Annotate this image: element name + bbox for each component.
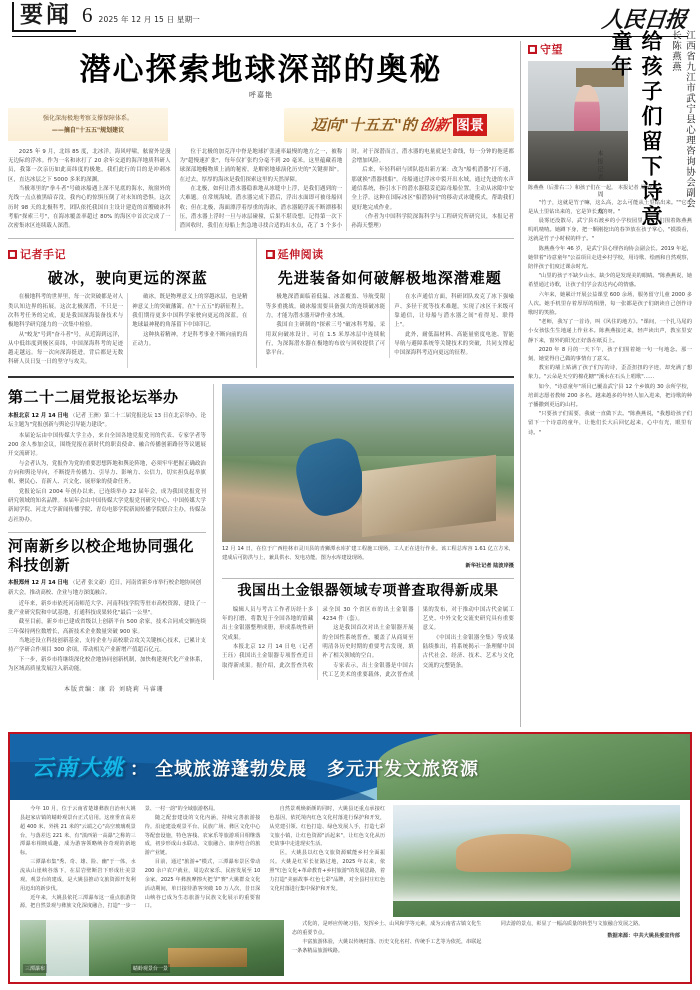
subsection-paragraph: 这种执着精神，才是科考事业不断向前的真正动力。: [132, 331, 248, 347]
supplement-photo-caption-2: 蜻蛉观景台一景: [132, 966, 168, 972]
supplement-paragraph: 今年 10 月，位于云南省楚雄彝族自治州大姚县赵家店镇的蜻蛉观景台正式启用。这座垂直高差超 400 米、外挑 21 米的"云端之心"高空玻璃观景台，与落差达 221 米、有"滇西第一高瀑"之称的三潭瀑布相映成趣，成为游客领略峡谷奇观的新地标。: [20, 806, 136, 857]
article-paragraph: 当地还设立科技创新基金，支持企业与高校联合攻关关键核心技术，已累计支持产学研合作项目 300 余项，带动相关产业新增产值超百亿元。: [8, 637, 206, 654]
photo-dam-shape: [362, 455, 496, 538]
photo-mist-shape: [393, 872, 680, 901]
article-paragraph: 本届论坛由中国传媒大学主办，来自全国各地党报党刊的代表、专家学者等 200 余人参加会议，围绕党报在新时代的职责使命、融合传播创新路径等议题展开交流研讨。: [8, 432, 206, 458]
article-paragraph: 截至目前，新乡市已建成省级以上创新平台 500 余家，技术合同成交额连续三年保持两位数增长，高新技术企业数量突破 900 家。: [8, 619, 206, 635]
photo-caption: [222, 542, 514, 572]
feature-paragraph: 2020 年 8 月的一天下午，孩子们围着她一句一句地念。那一刻，她觉得自己做的事情有了意义。: [528, 346, 692, 363]
section-label-further-reading: [266, 246, 514, 262]
series-banner-part1: 迈向"十五五"的: [311, 116, 417, 135]
feature-paragraph: "山里的孩子不缺少山水，缺少的是发现美的眼睛。"陈燕燕说，她希望通过诗歌，让孩子们学会表达内心的情感。: [528, 273, 692, 289]
supplement-title: [32, 751, 479, 782]
article-paragraph: 近年来，新乡市依托河南师范大学、河南科技学院等驻市高校资源，建设了一批产业研究院和中试基地，打通科技成果转化"最后一公里"。: [8, 600, 206, 617]
bottom-supplement-section: [8, 732, 692, 984]
supplement-lower-body: [10, 920, 690, 982]
supplement-text-columns: [20, 805, 385, 920]
subsection-body: [8, 293, 248, 367]
page-number: 6: [82, 3, 93, 27]
policy-quote-text: 强化深海极地考察支撑保障体系。: [42, 115, 133, 123]
section-label-text: 延伸阅读: [277, 248, 324, 262]
supplement-paragraph: 目前，通过"旅游+"模式，三潭瀑布景区带动 200 余户农户就业，周边农家乐、民宿发展至 10 余家。2025 年彝族摩擦火把节"赛"大姚群众文化活动期间，单日接待游客突破 10 万人次，昔日深山峡谷已成为生态旅游与民族文化展示的重要窗口。: [144, 859, 261, 910]
subsection-paragraph: 破冰，既是物理意义上的穿越冰层，也是精神意义上的突破藩篱。在"十五五"的新征程上，我们期待更多中国科学家驶向更远的深蓝，在地球最神秘的角落留下中国印记。: [132, 294, 248, 329]
subsection-paragraph: 在极地科考的世界里，每一次突破都是对人类认知边界的拓展。这次北极深潜，不只是一次科考任务的完成，更是我国深海装备技术与极地科学研究能力的一次集中检验。: [8, 294, 124, 329]
dateline: [8, 412, 206, 430]
supplement-upper-body: [10, 800, 690, 920]
article-paragraph: 下一步，新乡市将继续深化校企地协同创新机制，加快构建现代化产业体系，为区域高质量发展注入新动能。: [8, 656, 206, 672]
series-banner-part2: 创新: [418, 116, 452, 135]
mid-left-articles: [8, 384, 214, 680]
section-mark-icon: ■: [529, 44, 536, 53]
supplement-data-source: 数据来源：中共大姚县委宣传部: [607, 932, 680, 939]
lead-paragraph: 当极寒里的"拳斗者"号破冰船遇上深不见底的海水，航窗外的光线一点点被黑暗吞没，我内心的惊惧压倒了对未知的恐惧。这次历时 98 天的北极科考，团队依托我国自主设计建造的首艘破冰科考船"探索三号"，在海冰覆盖率超过 80% 的海区中首次完成了一次密集冰区连续载人深潜。: [8, 185, 171, 230]
photo-pavilion-shape: [168, 948, 247, 967]
feature-paragraph: 教室的墙上贴满了孩子们写的诗，歪歪扭扭的字迹，却充满了想象力。"云朵是天空的棉花糖""溪水在石头上唱歌"……: [528, 365, 692, 381]
section-label-text: 记者手记: [20, 248, 66, 262]
lead-byline: 呼嘉艳: [249, 90, 273, 99]
subsection-paragraph: 从"蛟龙"号到"奋斗者"号，从近海到远洋，从中低纬度到极区高纬，中国深海科考的足迹越走越远。每一次向深海挺进，背后都是无数科研人员日复一日的坚守与攻关。: [8, 331, 124, 366]
subsection-further-reading: [266, 239, 514, 367]
main-content-grid: [8, 30, 695, 727]
feature-paragraph: "竹子，这就是竹子嘛，这么高，怎么可能从土里钻出来。""它不是从土里钻出来的，它是笋长大的呀。": [528, 199, 692, 215]
series-banner-logo: [284, 108, 514, 142]
subsection-paragraph: 极地深潜面临着低温、冰盖覆盖、导航受限等多重挑战。破冰船需要具备强大的连续破冰能力，才能为潜水器开辟作业水域。: [265, 294, 386, 319]
dateline-prefix: 本报北京 12 月 14 日电: [8, 412, 69, 419]
lead-paragraph: 在北极，如何让潜水器稳准地从冰缝中上浮，是我们遇到的一大难题。在常规海域，潜水器完成下潜后，浮出水面即可被母船回收；但在北极，海面漂浮着厚重的海冰，潜水器随浮流不断漂移积压，潜水器上浮时一旦与冰层碰撞，后果不堪设想。记得第一次下潜回收时，我们在母船上焦急地寻找合适的出水点，花了 3 个多小时。对于深潜而言，潜水器的电量就是生命线，每一分钟的拖延都会增加风险。: [179, 148, 514, 230]
masthead-left: [12, 2, 200, 32]
lead-body-text: [8, 148, 514, 232]
editor-credit: 本版责编：康 岩 刘晓莉 马睿珊: [64, 686, 164, 694]
nameplate-logo: 人民日报: [600, 7, 688, 32]
left-content-column: [8, 41, 520, 727]
mid-right-column: [222, 384, 514, 680]
article-paragraph: 与会者认为，党报作为党的重要思想阵地和舆论阵地，必须牢牢把握正确政治方向和舆论导向，不断提升传播力、引导力、影响力、公信力，切实担负起举旗帜、聚民心、育新人、兴文化、展形象的使命任务。: [8, 460, 206, 486]
lead-deck-row: [8, 106, 514, 148]
article-headline-xinxiang: 河南新乡以校企地协同强化科技创新: [8, 536, 195, 574]
supplement-photo-caption-1: 三潭瀑布: [25, 966, 46, 972]
dateline-rest: （记者 王洲）第二十二届党报论坛 13 日在北京举办，论坛主题为"党报创新与舆论引导能力建设"。: [8, 412, 206, 428]
supplement-title-line1: 全域旅游蓬勃发展: [155, 759, 308, 780]
supplement-paragraph: 近年来，大姚县依托三潭瀑布这一重点旅游资源，把自然景观与彝族文化深度融合，打造"一步一景、一村一韵"的全域旅游格局。: [20, 806, 219, 910]
vertical-headline: 给孩子们留下诗意童年: [609, 30, 663, 230]
feature-paragraph: "老师，我写了一首诗，叫《风住的地方》。"课间，一个扎马尾的小女孩怯生生地递上作业本。陈燕燕接过来，轻声读出声，教室里安静下来，窗外的阳光正好落在纸页上。: [528, 319, 692, 344]
vertical-headline-block: [595, 30, 696, 235]
lead-headline: 潜心探索地球深部的奥秘: [79, 52, 443, 88]
supplement-paragraph: 同去游的景点，彰显了一幅高质量的转型与文旅融合发展之路。: [500, 921, 644, 927]
article-paragraph: 本报北京 12 月 14 日电（记者 王珏）我国出土金银器专项普查近日取得新成果。据介绍，此次普查共收录全国 30 个省区市的出土金银器 4234 件（套）。: [222, 606, 414, 669]
subsection-paragraph: 我国自主研制的"探索三号"破冰科考船，采用双向破冰设计，可在 1.5 米厚冰层中连续航行，为深海潜水器在极地的布放与回收提供了可靠平台。: [265, 322, 386, 357]
supplement-paragraph: 自然景观焕新颜的同时，大姚县还重点承接红色基因，依托境内红色文化村落进行保护和开发，从党建引领、红色打造、绿色发展人手，打造七彩文旅小镇，让红色资源"活起来"，让红色文化从历史故事中走进现实生活。: [269, 806, 386, 848]
article-paragraph: 《中国出土金银器全集》等成果陆续推出，将系统揭示一条理解中国古代社会、经济、技术、艺术与文化交流的完整链条。: [422, 634, 514, 669]
lead-paragraph: 位于北极的加克洋中脊是地球扩张速率最慢的地方之一，被称为"超慢速扩张"，每年仅扩张约分毫不到 20 毫米。这里蕴藏着地球深部地幔物质上涌的秘密，是解密地球演化历史的"关键拼图"。在过去，厚厚的海冰是我们探索这里的天然屏障。: [179, 148, 343, 183]
supplement-paragraph: 丰富旅游体验，大姚以传统村落、历史文化名村、传统手工艺等为依托，串联起一条条精品旅游线路。: [292, 938, 482, 954]
photo-waterfall-shape: [46, 920, 88, 976]
lead-paragraph: 2025 年 9 月，北纬 85 度，北冰洋。海风呼啸，舷窗外是漫无边际的浮冰。作为一名和冰打了 20 余年交道的海洋地质科研人员，我第一次亲历如此高纬度的极地，我们此行的目的是冲刺冰区，直达冰层之下 5000 多米的深渊。: [8, 148, 171, 183]
photo-mesa-shape: [456, 834, 571, 872]
dateline-prefix: 本报郑州 12 月 14 日电: [8, 580, 69, 587]
supplement-paragraph: 式化的，是呼应传统习俗，发挥乡土、山风和学等元素，成为云南省古镇文化生态的重要节点。: [292, 921, 482, 936]
supplement-title-place: 云南大姚: [32, 756, 125, 781]
subsection-headline: 破冰，驶向更远的深蓝: [47, 271, 208, 288]
kicker-label: 守望: [540, 43, 563, 56]
article-headline-party-forum: 第二十二届党报论坛举办: [8, 387, 179, 406]
policy-quote-source: ——摘自"十五五"规划建议: [51, 126, 125, 134]
subsection-body: [266, 293, 514, 358]
article-body-xinxiang: [8, 600, 206, 674]
supplement-paragraph: 三潭瀑布集"秀、奇、雄、险、幽"于一体，水流从山崖峡谷落下，在层岩壁断岩下形成壮美景观。观景台的建成，是大姚县推动文旅资源开发利用迈出的新步伐。: [20, 859, 136, 892]
section-mark-icon: ■: [9, 249, 16, 258]
vertical-subtitle: 江西省九江市武宁县心理咨询协会副会长陈燕燕: [670, 30, 695, 209]
subsections-row: [8, 239, 514, 367]
section-name: 要闻: [12, 2, 76, 32]
feature-paragraph: 晨雾还没散尽，武宁县石渡乡的小学校园里，孩子们围着陈燕燕叽叽喳喳。她蹲下身，把一颗刚挖出的春笋放在孩子掌心，"摸摸看，这就是竹子小时候的样子。": [528, 217, 692, 243]
article-body-party-forum: [8, 432, 206, 525]
vertical-byline: 本报记者 周 欢: [596, 150, 603, 216]
supplement-paragraph: 区，大姚县以红色文旅资源赋能乡村全面振兴。大姚是红军长征路过地，2025 年以来，依照"红色文化+革命教育+乡村旅游"的发展思路，着力打造"美丽故事·红色七彩"品牌，对全县村庄红色文化村落进行集中保护和开发。: [269, 850, 386, 892]
lead-paragraph: （作者为中国科学院深海科学与工程研究所研究员，本报记者孙海天整理）: [351, 213, 514, 230]
masthead: [8, 0, 692, 34]
subsection-paragraph: 在水声通信方面，科研团队攻克了冰下强噪声、多径干扰等技术难题，实现了冰区千米级可靠通信，让母船与潜水器之间"看得见、联得上"。: [394, 294, 514, 329]
supplement-lower-columns: [292, 920, 680, 976]
feature-paragraph: "只要孩子们需要，我就一直做下去。"陈燕燕说，"我想给孩子们留下一个诗意的童年，让他们长大后回忆起来，心中有光，眼里有诗。": [528, 411, 692, 436]
feature-paragraph: 陈燕燕今年 46 岁，是武宁县心理咨询协会副会长。2019 年起，她带着"诗意童年"公益项目走进乡村学校，用诗歌、绘画和自然观察，陪伴孩子们度过课余时光。: [528, 245, 692, 270]
supplement-title-line2: 多元开发文旅资源: [327, 759, 480, 780]
supplement-title-colon: ：: [130, 759, 150, 780]
photo-credit: 新华社记者 陆波岸摄: [465, 563, 514, 570]
subsection-reporter-notes: [8, 239, 257, 367]
series-banner-part3: 图景: [453, 114, 487, 136]
dateline-rest: （记者 张文豪）近日，河南省新乡市举行校企地协同创新大会，推动高校、企业与地方深度融合。: [8, 580, 202, 596]
article-paragraph: 编辑人员与考古工作者历经十多年的打磨，将散见于全国各地的馆藏出土金银器整理成册，形成系统性研究成果。: [222, 606, 314, 641]
mid-section: [8, 378, 514, 680]
article-paragraph: 专家表示，出土金银器是中国古代工艺美术的重要载体，此次普查成果的发布，对于推动中国古代金属工艺史、中外文化交流史研究具有重要意义。: [322, 606, 514, 678]
dateline: [8, 579, 206, 597]
article-headline-gold-silver: 我国出土金银器领域专项普查取得新成果: [237, 583, 499, 600]
article-paragraph: 党报论坛自 2004 年创办以来，已连续举办 22 届年会，成为我国党报党刊研究领域的知名品牌。本届年会由中国传媒大学党报党刊研究中心、中国传媒大学新闻学院、河北大学新闻传播学院、青岛电影学院新闻传播学院联合主办，传媒杂志社协办。: [8, 488, 206, 523]
feature-paragraph: 六年来，她累计开展公益课堂 600 余场，服务留守儿童 2000 多人次。她手机里存着厚厚的相册，每一张都是孩子们朗读自己创作诗歌时的笑脸。: [528, 291, 692, 317]
supplement-banner: [10, 734, 690, 800]
photo-ridge-shape: [222, 384, 514, 457]
article-body-gold-silver: [222, 606, 514, 680]
subsection-paragraph: 此外，耐低温材料、高能量密度电池、智能导航与避障系统等关键技术的突破，共同支撑起中国深海科考迈向更远的征程。: [394, 331, 514, 357]
issue-date: 2025 年 12 月 15 日 星期一: [98, 15, 200, 24]
section-label-reporter-notes: [8, 246, 248, 262]
right-feature-column: [520, 30, 695, 727]
mountain-landscape-photo: [393, 805, 680, 917]
section-mark-icon: ■: [267, 249, 274, 258]
lead-paragraph: 后来，年轻科研与团队提出新方案：改为"船机潜器"打不通，那就换"潜器找船"。母船通过浮冰中裂开出水域，通过先进的水声通信系统，指引水下的潜水器稳妥追踪母船位置，主动从冰隙中安全上浮。这种在国际冰区"船潜协同"的移动式冰缝模式，帮助我们更好地完成作业。: [351, 167, 514, 211]
subsection-headline: 先进装备如何破解极地深潜难题: [277, 271, 502, 288]
dam-construction-aerial-photo: [222, 384, 514, 542]
right-photo-caption: 陈燕燕（后排右二）和孩子们在一起。 本报记者 周 欢摄: [528, 185, 658, 191]
photo-caption-text: 12 月 14 日，在位于广西桂林市灵川县的青狮潭水库扩建工程施工现场，工人正在进行作业。该工程总库容 1.61 亿立方米，建成后可防洪与上，兼具供水、发电功能。图为水库建设现场。: [222, 545, 514, 561]
policy-quote-box: [8, 108, 168, 141]
waterfall-pavilion-photo: [20, 920, 284, 976]
article-paragraph: 这是我国首次对出土金银器开展的全国性系统普查，覆盖了从商周至明清各历史时期的重要考古发现，填补了相关领域的空白。: [322, 625, 414, 660]
supplement-paragraph: 随之配套建设的文化内涵，持续完善旅游接待。沿途建设观景平台、民族广场、彝区文化中心等配套设施，特色客栈、农家乐等旅游项目相继落成，初步形成山水联动、文旅融合、康养结合的旅游产业链。: [144, 814, 261, 857]
feature-paragraph: 如今，"诗意童年"项目已覆盖武宁县 12 个乡镇的 30 余所学校，培训志愿者教师 200 多名。越来越多的年轻人加入进来，把诗歌的种子播撒到更远的山村。: [528, 383, 692, 409]
